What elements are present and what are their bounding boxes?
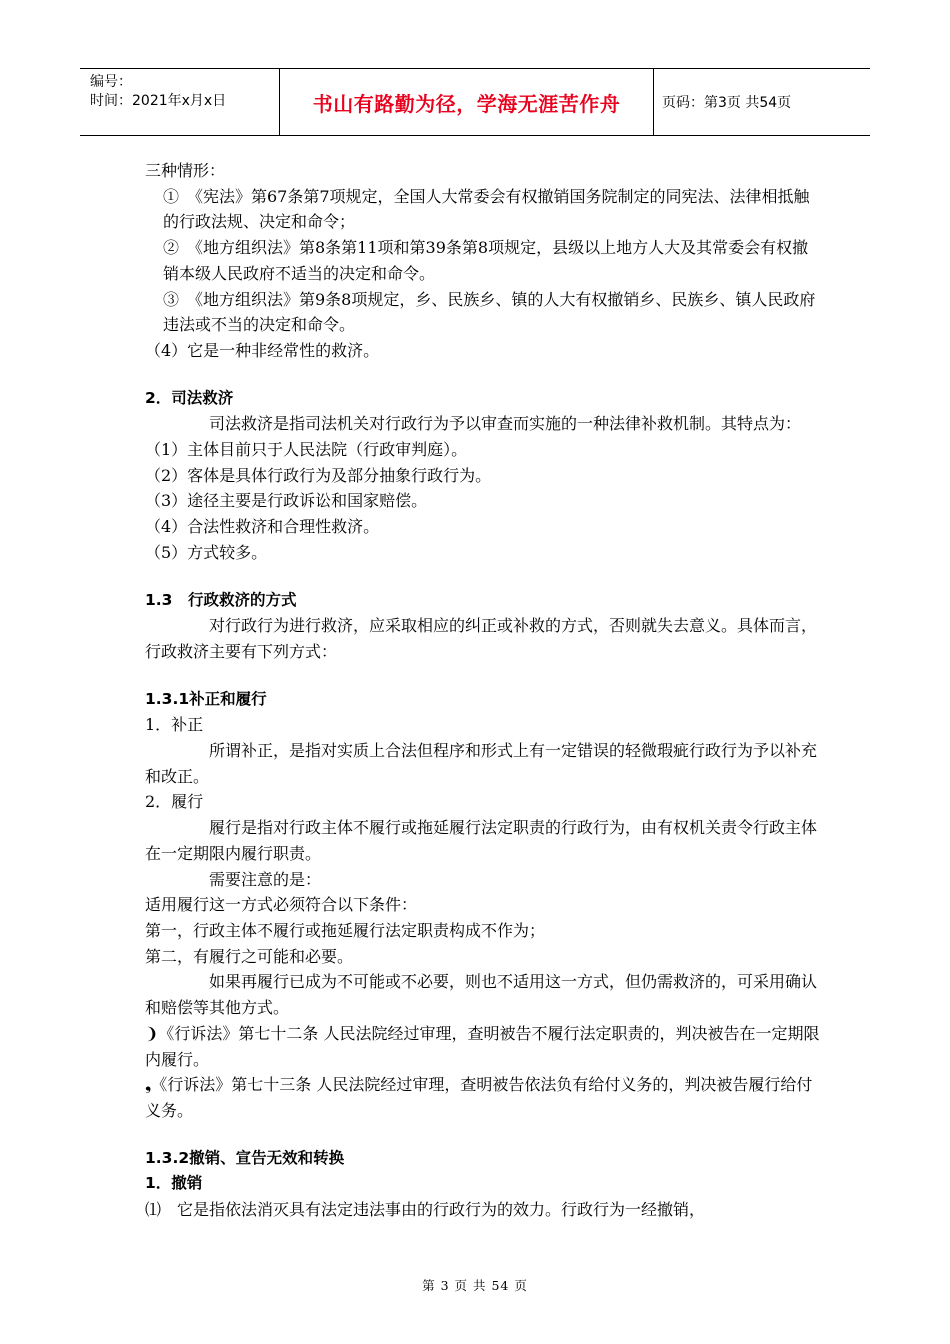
paragraph: 司法救济是指司法机关对行政行为予以审查而实施的一种法律补救机制。其特点为： (209, 414, 802, 434)
subheading: 2．履行 (145, 792, 204, 812)
section-heading: 1.3.1补正和履行 (145, 689, 267, 708)
paragraph: 对行政行为进行救济，应采取相应的纠正或补救的方式，否则就失去意义。具体而言，行政救济主要有下列方式： (145, 616, 818, 661)
header-motto: 书山有路勤为径，学海无涯苦作舟 (280, 69, 654, 135)
paragraph: 如果再履行已成为不可能或不必要，则也不适用这一方式，但仍需救济的，可采用确认和赔偿等其他方式。 (145, 972, 818, 1018)
page-header (80, 68, 870, 136)
paragraph: 第一，行政主体不履行或拖延履行法定职责构成不作为； (145, 920, 546, 940)
serial-label: 编号： (90, 74, 132, 90)
document-body (145, 158, 820, 1223)
list-item: （4）它是一种非经常性的救济。 (145, 340, 380, 360)
header-page-info: 页码：第3页 共54页 (662, 95, 792, 111)
subheading: 1．补正 (145, 715, 204, 735)
header-meta (80, 69, 280, 135)
paragraph: 三种情形： (145, 161, 226, 180)
paragraph: 履行是指对行政主体不履行或拖延履行法定职责的行政行为，由有权机关责令行政主体在一定期限内履行职责。 (145, 818, 818, 863)
paragraph: 需要注意的是： (209, 869, 322, 889)
list-item: ② 《地方组织法》第8条第11项和第39条第8项规定，县级以上地方人大及其常委会有权撤销本级人民政府不适当的决定和命令。 (163, 238, 809, 283)
paragraph: 第二，有履行之可能和必要。 (145, 946, 354, 966)
section-heading: 1.3.2撤销、宣告无效和转换 (145, 1148, 345, 1167)
paragraph: ⑴ 它是指依法消灭具有法定违法事由的行政行为的效力。行政行为一经撤销， (145, 1200, 706, 1220)
list-item: ③ 《地方组织法》第9条8项规定，乡、民族乡、镇的人大有权撤销乡、民族乡、镇人民政府违法或不当的决定和命令。 (163, 289, 816, 335)
paragraph: ❩《行诉法》第七十二条 人民法院经过审理，查明被告不履行法定职责的，判决被告在一定期限内履行。 (145, 1023, 820, 1069)
list-item: （5）方式较多。 (145, 542, 268, 562)
paragraph: ❟《行诉法》第七十三条 人民法院经过审理，查明被告依法负有给付义务的，判决被告履行给付义务。 (145, 1075, 813, 1120)
time-label: 时间：2021年x月x日 (90, 93, 227, 109)
list-item: （4）合法性救济和合理性救济。 (145, 517, 380, 537)
list-item: （2）客体是具体行政行为及部分抽象行政行为。 (145, 465, 492, 485)
section-heading: 1.3 行政救济的方式 (145, 590, 297, 609)
page-footer: 第 3 页 共 54 页 (422, 1278, 528, 1293)
list-item: （1）主体目前只于人民法院（行政审判庭）。 (145, 440, 468, 460)
subheading: 1．撤销 (145, 1174, 203, 1193)
paragraph: 所谓补正，是指对实质上合法但程序和形式上有一定错误的轻微瑕疵行政行为予以补充和改正。 (145, 741, 818, 786)
list-item: ① 《宪法》第67条第7项规定，全国人大常委会有权撤销国务院制定的同宪法、法律相抵触的行政法规、决定和命令； (163, 186, 810, 232)
list-item: （3）途径主要是行政诉讼和国家赔偿。 (145, 491, 428, 511)
section-heading: 2．司法救济 (145, 388, 234, 407)
paragraph: 适用履行这一方式必须符合以下条件： (145, 895, 418, 915)
